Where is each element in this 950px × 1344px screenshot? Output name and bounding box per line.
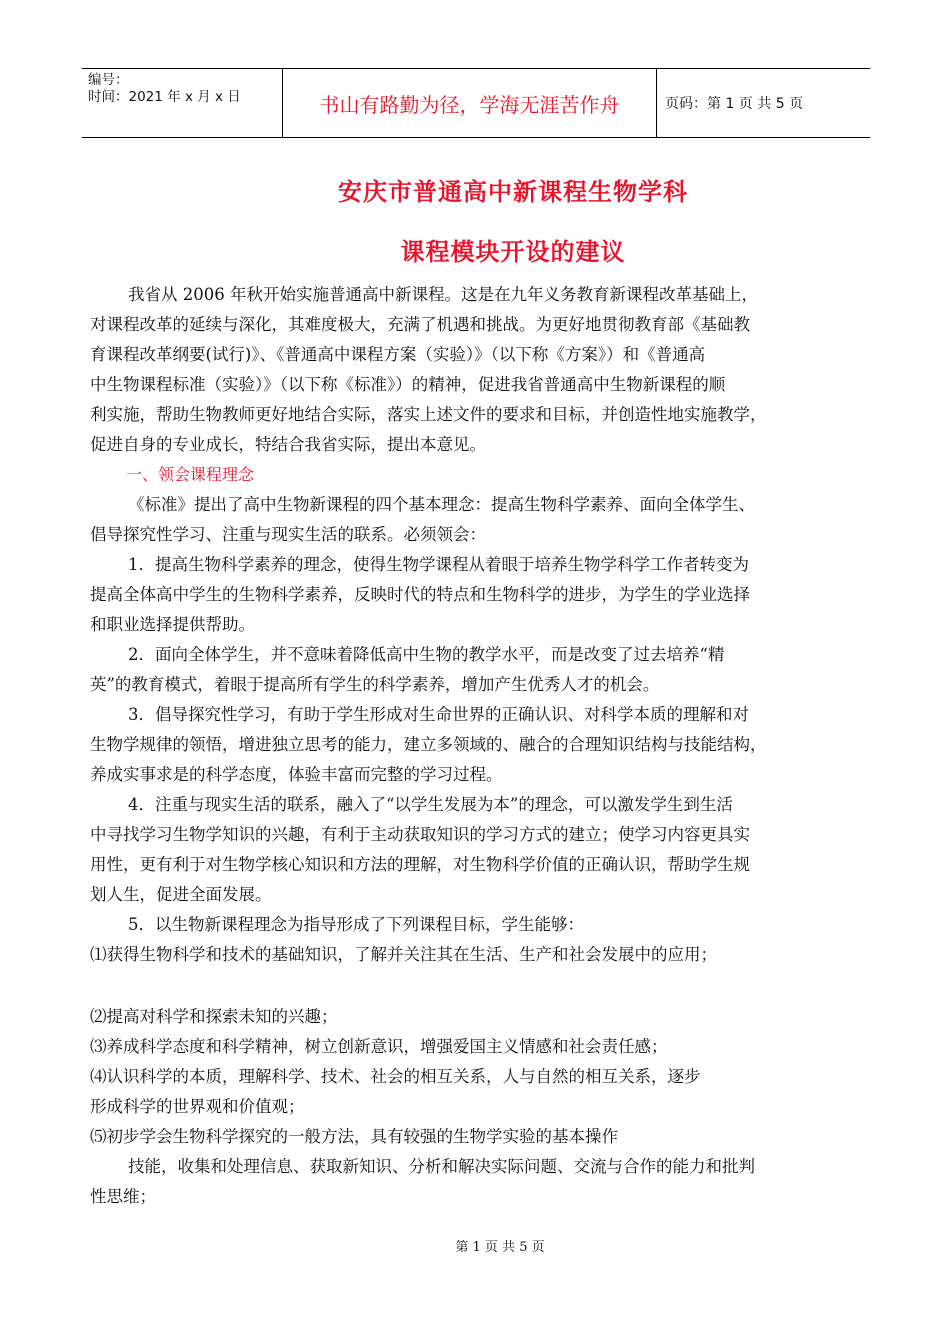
point4-line: 中寻找学习生物学知识的兴趣，有利于主动获取知识的学习方式的建立；使学习内容更具实 (90, 825, 750, 844)
goal-item: 性思维； (90, 1187, 156, 1206)
intro-line: 对课程改革的延续与深化，其难度极大，充满了机遇和挑战。为更好地贯彻教育部《基础教 (90, 315, 750, 334)
point4-line: 用性，更有利于对生物学核心知识和方法的理解，对生物科学价值的正确认识，帮助学生规 (90, 855, 750, 874)
point2-line: 2．面向全体学生，并不意味着降低高中生物的教学水平，而是改变了过去培养“精 (128, 645, 725, 664)
document-body (90, 280, 860, 1212)
goal-item: ⑵提高对科学和探索未知的兴趣； (90, 1007, 338, 1026)
point2-line: 英”的教育模式，着眼于提高所有学生的科学素养，增加产生优秀人才的机会。 (90, 675, 660, 694)
goal-item: 技能，收集和处理信息、获取新知识、分析和解决实际问题、交流与合作的能力和批判 (128, 1157, 755, 1176)
point1-line: 和职业选择提供帮助。 (90, 615, 255, 634)
goal-item: ⑷认识科学的本质，理解科学、技术、社会的相互关系，人与自然的相互关系，逐步 (90, 1067, 701, 1086)
document-title-line1: 安庆市普通高中新课程生物学科 (338, 178, 688, 206)
page-footer: 第 1 页 共 5 页 (455, 1240, 545, 1255)
intro-line: 促进自身的专业成长，特结合我省实际，提出本意见。 (90, 435, 486, 454)
point3-line: 3．倡导探究性学习，有助于学生形成对生命世界的正确认识、对科学本质的理解和对 (128, 705, 749, 724)
point1-line: 提高全体高中学生的生物科学素养，反映时代的特点和生物科学的进步，为学生的学业选择 (90, 585, 750, 604)
section-intro-line: 倡导探究性学习、注重与现实生活的联系。必须领会： (90, 525, 486, 544)
point5-line: 5．以生物新课程理念为指导形成了下列课程目标，学生能够： (128, 915, 584, 934)
goal-item: ⑴获得生物科学和技术的基础知识，了解并关注其在生活、生产和社会发展中的应用； (90, 945, 717, 964)
header-motto: 书山有路勤为径，学海无涯苦作舟 (283, 69, 657, 137)
point4-line: 4．注重与现实生活的联系，融入了“以学生发展为本”的理念，可以激发学生到生活 (128, 795, 733, 814)
goal-item: ⑶养成科学态度和科学精神，树立创新意识，增强爱国主义情感和社会责任感； (90, 1037, 668, 1056)
point1-line: 1．提高生物科学素养的理念，使得生物学课程从着眼于培养生物学科学工作者转变为 (128, 555, 749, 574)
point3-line: 养成实事求是的科学态度，体验丰富而完整的学习过程。 (90, 765, 503, 784)
intro-line: 利实施，帮助生物教师更好地结合实际，落实上述文件的要求和目标，并创造性地实施教学， (90, 405, 767, 424)
document-time-label: 时间：2021 年 x 月 x 日 (88, 89, 241, 105)
intro-line: 我省从 2006 年秋开始实施普通高中新课程。这是在九年义务教育新课程改革基础上， (128, 285, 758, 304)
section-heading: 一、领会课程理念 (126, 465, 255, 484)
point4-line: 划人生，促进全面发展。 (90, 885, 272, 904)
section-intro-line: 《标准》提出了高中生物新课程的四个基本理念：提高生物科学素养、面向全体学生、 (128, 495, 755, 514)
intro-line: 中生物课程标准（实验）》（以下称《标准》）的精神，促进我省普通高中生物新课程的顺 (90, 375, 726, 394)
paragraph-gap (90, 970, 860, 1002)
document-number-label: 编号： (88, 72, 129, 88)
header-page-info: 页码：第 1 页 共 5 页 (665, 96, 804, 112)
intro-line: 育课程改革纲要(试行)》、《普通高中课程方案（实验）》（以下称《方案》）和《普通高 (90, 345, 706, 364)
goal-item: ⑸初步学会生物科学探究的一般方法，具有较强的生物学实验的基本操作 (90, 1127, 618, 1146)
document-title-line2: 课程模块开设的建议 (400, 238, 626, 266)
document-header (82, 68, 870, 138)
goal-item: 形成科学的世界观和价值观； (90, 1097, 305, 1116)
point3-line: 生物学规律的领悟，增进独立思考的能力，建立多领域的、融合的合理知识结构与技能结构， (90, 735, 767, 754)
header-meta (82, 69, 283, 137)
